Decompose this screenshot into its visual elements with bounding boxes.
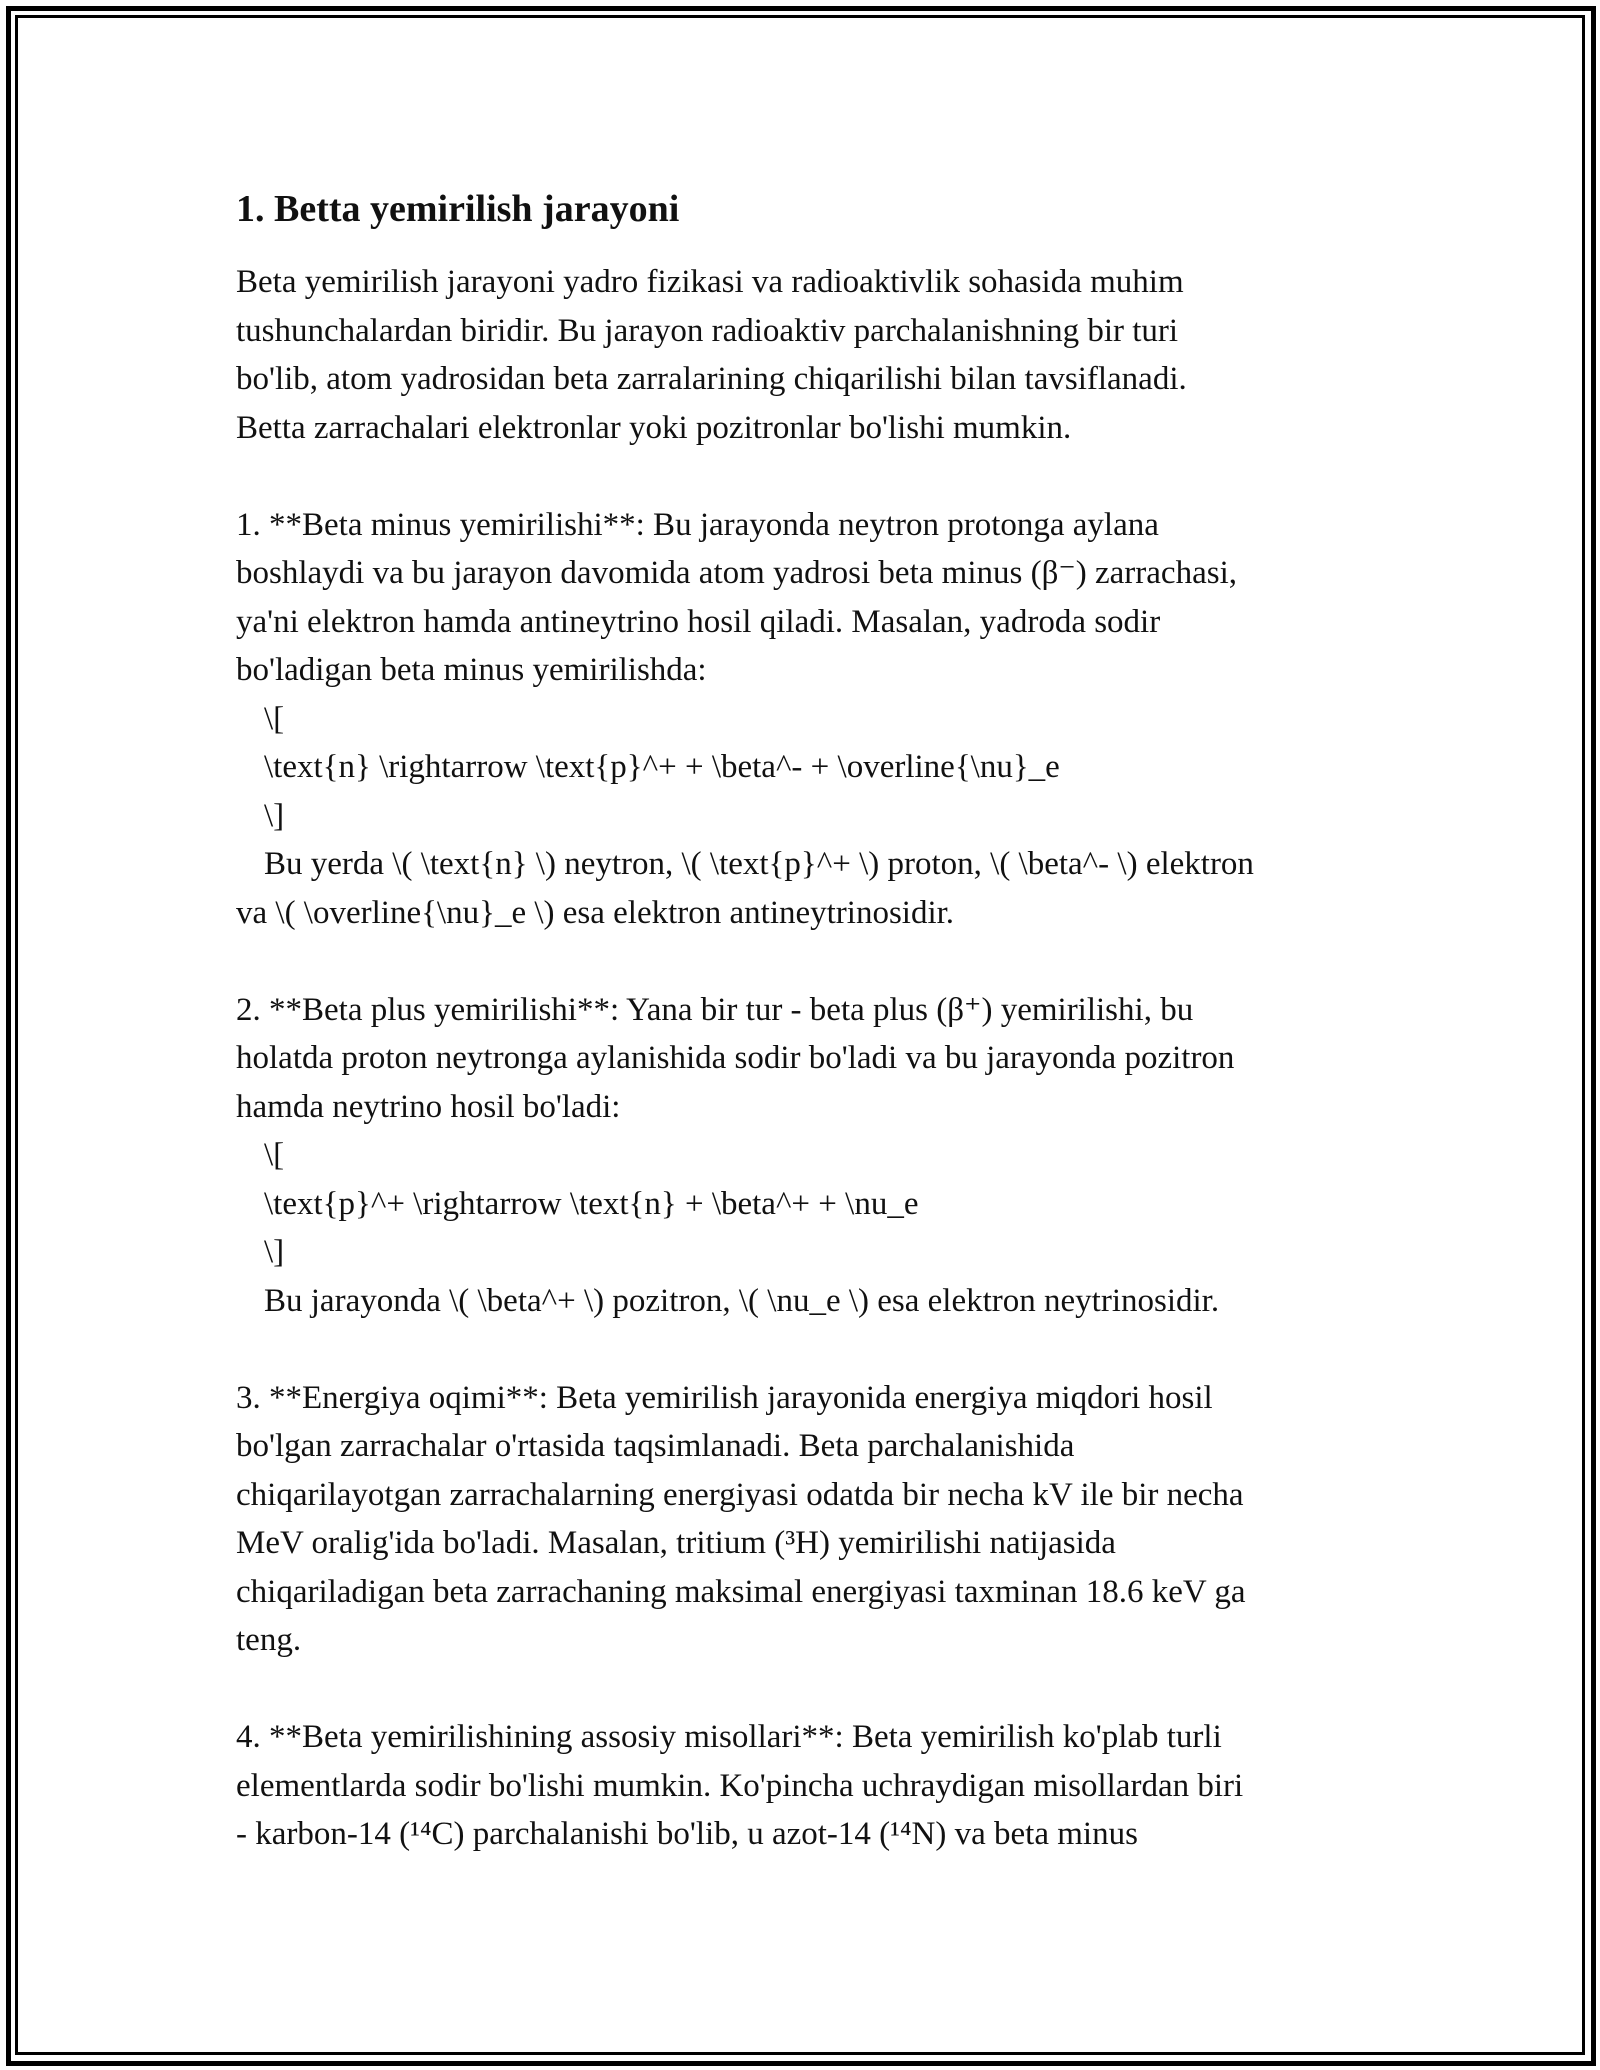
blank-line: [236, 452, 1376, 501]
intro-paragraph: [236, 258, 1376, 452]
blank-line: [236, 1665, 1376, 1714]
list-item-examples: [236, 1713, 1376, 1859]
text-line: chiqarilayotgan zarrachalarning energiyasi odatda bir necha kV ile bir necha: [236, 1476, 1244, 1513]
text-line: ya'ni elektron hamda antineytrino hosil qiladi. Masalan, yadroda sodir: [236, 603, 1161, 640]
blank-line: [236, 1325, 1376, 1374]
formula-explanation: Bu jarayonda \( \beta^+ \) pozitron, \( \nu_e \) esa elektron neytrinosidir.: [264, 1282, 1220, 1319]
text-line: Betta zarrachalari elektronlar yoki pozitronlar bo'lishi mumkin.: [236, 409, 1072, 446]
text-line: boshlaydi va bu jarayon davomida atom yadrosi beta minus (β⁻) zarrachasi,: [236, 555, 1237, 591]
list-item-energy-flow: [236, 1374, 1376, 1665]
list-item-beta-plus: [236, 986, 1376, 1326]
text-line: tushunchalardan biridir. Bu jarayon radioaktiv parchalanishning bir turi: [236, 312, 1179, 349]
text-line: - karbon-14 (¹⁴C) parchalanishi bo'lib, u azot-14 (¹⁴N) va beta minus: [236, 1816, 1138, 1852]
text-line: bo'lgan zarrachalar o'rtasida taqsimlanadi. Beta parchalanishida: [236, 1428, 1075, 1464]
text-line: teng.: [236, 1622, 302, 1658]
text-line: Beta yemirilish jarayoni yadro fizikasi va radioaktivlik sohasida muhim: [236, 264, 1184, 300]
text-line: 1. **Beta minus yemirilishi**: Bu jarayonda neytron protonga aylana: [236, 506, 1159, 543]
text-line: 4. **Beta yemirilishining assosiy misollari**: Beta yemirilish ko'plab turli: [236, 1719, 1222, 1755]
text-line: bo'ladigan beta minus yemirilishda:: [236, 652, 707, 688]
formula-body: \text{n} \rightarrow \text{p}^+ + \beta^- + \overline{\nu}_e: [264, 749, 1060, 785]
text-line: 3. **Energiya oqimi**: Beta yemirilish jarayonida energiya miqdori hosil: [236, 1379, 1213, 1416]
text-line: 2. **Beta plus yemirilishi**: Yana bir tur - beta plus (β⁺) yemirilishi, bu: [236, 991, 1194, 1028]
text-line: hamda neytrino hosil bo'ladi:: [236, 1088, 621, 1125]
text-line: bo'lib, atom yadrosidan beta zarralarining chiqarilishi bilan tavsiflanadi.: [236, 361, 1187, 397]
document-body: [236, 185, 1376, 1859]
section-heading: 1. Betta yemirilish jarayoni: [236, 188, 680, 230]
formula-close: \]: [264, 797, 285, 834]
formula-explanation: Bu yerda \( \text{n} \) neytron, \( \text{p}^+ \) proton, \( \beta^- \) elektron: [264, 846, 1254, 882]
blank-line: [236, 937, 1376, 986]
formula-body: \text{p}^+ \rightarrow \text{n} + \beta^+ + \nu_e: [264, 1185, 919, 1222]
text-line: elementlarda sodir bo'lishi mumkin. Ko'pincha uchraydigan misollardan biri: [236, 1767, 1244, 1804]
text-line: MeV oralig'ida bo'ladi. Masalan, tritium (³H) yemirilishi natijasida: [236, 1525, 1116, 1561]
text-line: holatda proton neytronga aylanishida sodir bo'ladi va bu jarayonda pozitron: [236, 1040, 1235, 1076]
formula-close: \]: [264, 1234, 285, 1270]
formula-explanation: va \( \overline{\nu}_e \) esa elektron antineytrinosidir.: [236, 894, 955, 931]
text-line: chiqariladigan beta zarrachaning maksimal energiyasi taxminan 18.6 keV ga: [236, 1573, 1246, 1610]
formula-open: \[: [264, 1137, 285, 1173]
list-item-beta-minus: [236, 501, 1376, 938]
formula-open: \[: [264, 700, 285, 737]
